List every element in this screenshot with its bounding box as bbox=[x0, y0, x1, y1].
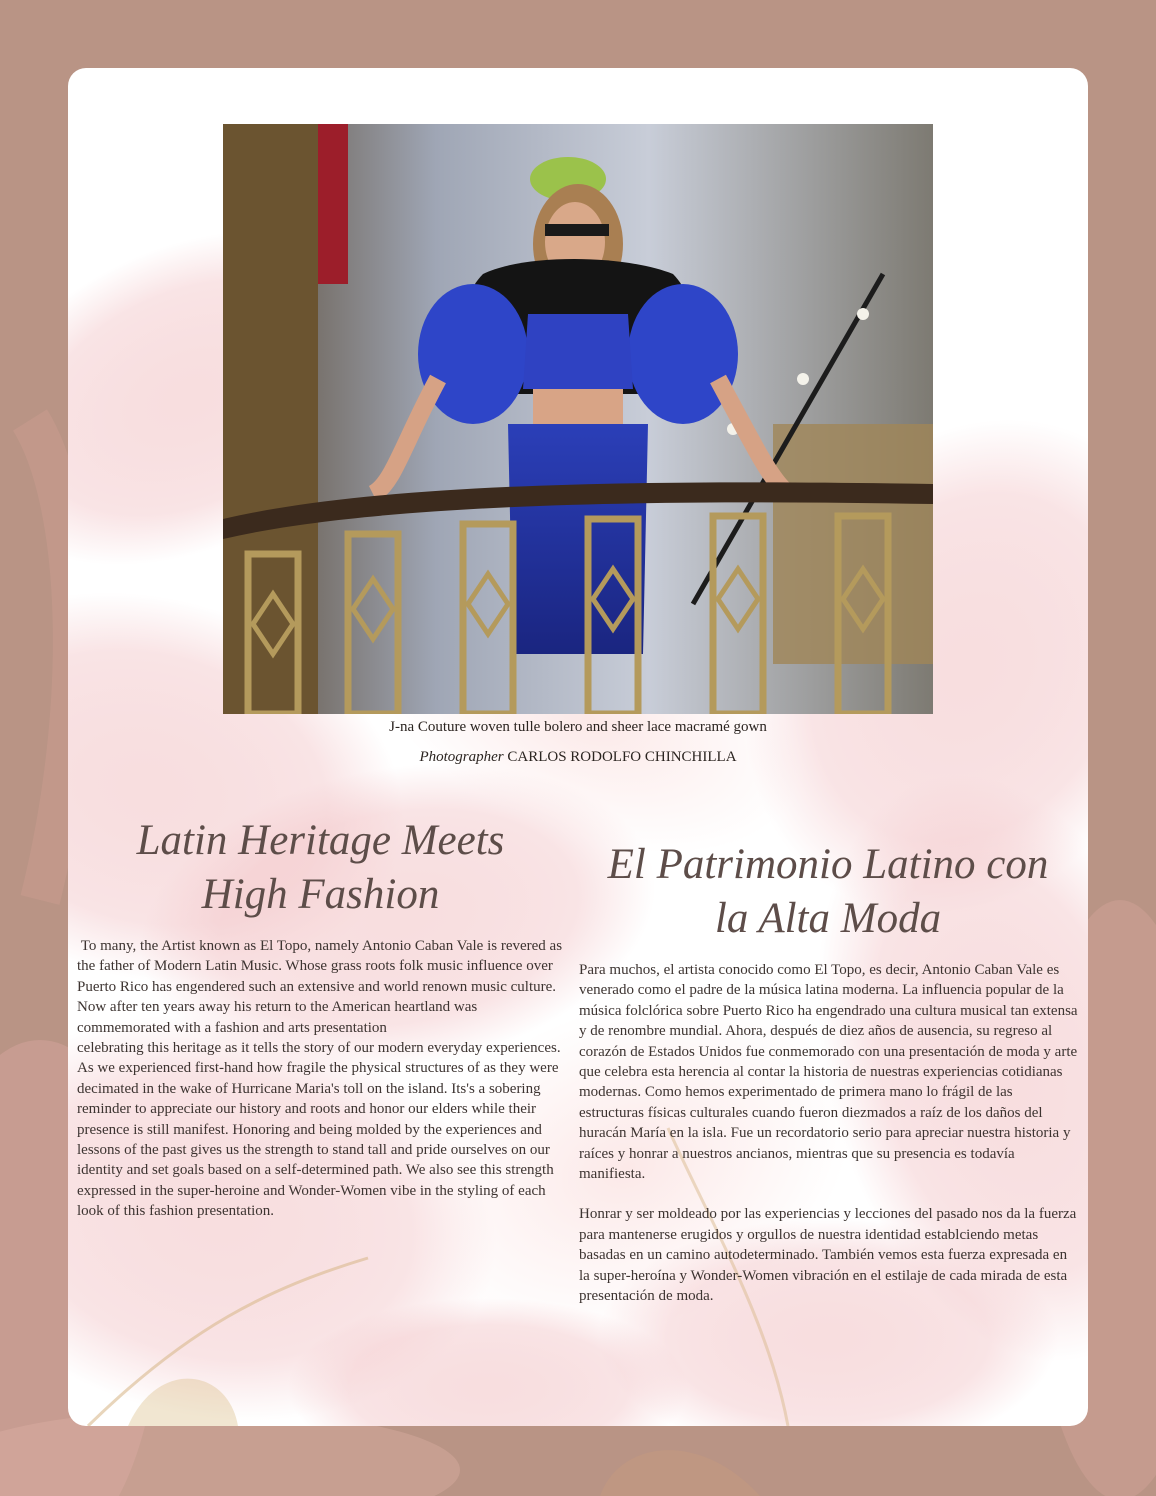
spanish-article-body bbox=[579, 960, 1079, 1307]
fashion-photo bbox=[223, 124, 933, 714]
photo-illustration bbox=[223, 124, 933, 714]
spanish-paragraph-2: Honrar y ser moldeado por las experiencias y lecciones del pasado nos da la fuerza para mantenerse erugidos y orgullos de nuestra identidad establciendo metas basadas en un camino autodeterminado. También vemos esta fuerza expresada en la super-heroína y Wonder-Women vibración en el estilaje de cada mirada de esta presentación de moda. bbox=[579, 1206, 1077, 1305]
english-title bbox=[78, 814, 563, 922]
spanish-title bbox=[568, 838, 1088, 946]
article-card bbox=[68, 68, 1088, 1426]
english-title-line2: High Fashion bbox=[201, 871, 440, 918]
english-article-body bbox=[77, 936, 568, 1222]
photo-credit bbox=[68, 749, 1088, 766]
paragraph-spacer bbox=[579, 1184, 1079, 1204]
english-paragraph-1: To many, the Artist known as El Topo, namely Antonio Caban Vale is revered as the father of Modern Latin Music. Whose grass roots folk music influence over Puerto Rico has engendered such an extensive and world renown music culture. Now after ten years away his return to the American heartland was commemorated with a fashion and arts presentation bbox=[77, 938, 566, 1036]
spanish-title-line2: la Alta Moda bbox=[714, 895, 942, 942]
english-paragraph-2: celebrating this heritage as it tells the story of our modern everyday experiences. As we experienced first-hand how fragile the physical structures of as they were decimated in the wake of Hurricane Maria's toll on the island. Its's a sobering reminder to appreciate our history and roots and honor our elders while their presence is still manifest. Honoring and being molded by the experiences and lessons of the past gives us the strength to stand tall and pride ourselves on our identity and set goals based on a self-determined path. We also see this strength expressed in the super-heroine and Wonder-Women vibe in the styling of each look of this fashion presentation. bbox=[77, 1040, 561, 1220]
photo-caption: J-na Couture woven tulle bolero and sheer lace macramé gown bbox=[389, 719, 767, 735]
english-title-line1: Latin Heritage Meets bbox=[136, 817, 505, 864]
credit-role: Photographer bbox=[419, 749, 504, 765]
photographer-name: CARLOS RODOLFO CHINCHILLA bbox=[507, 749, 737, 765]
spanish-paragraph-1: Para muchos, el artista conocido como El Topo, es decir, Antonio Caban Vale es venerado como el padre de la música latina moderna. La influencia popular de la música folclórica sobre Puerto Rico ha engendrado una cultura musical tan extensa y de renombre mundial. Ahora, después de diez años de ausencia, su regreso al corazón de Estados Unidos fue conmemorado con una presentación de moda y arte que celebra esta herencia al contar la historia de nuestras experiencias cotidianas modernas. Como hemos experimentado de primera mano lo frágil de las estructuras físicas culturales cuando fueron diezmados a raíz de los daños del huracán María en la isla. Fue un recordatorio serio para apreciar nuestra historia y raíces y honrar a nuestros ancianos, mientras que su presencia es todavía manifiesta. bbox=[579, 962, 1078, 1183]
spanish-title-line1: El Patrimonio Latino con bbox=[607, 841, 1049, 888]
